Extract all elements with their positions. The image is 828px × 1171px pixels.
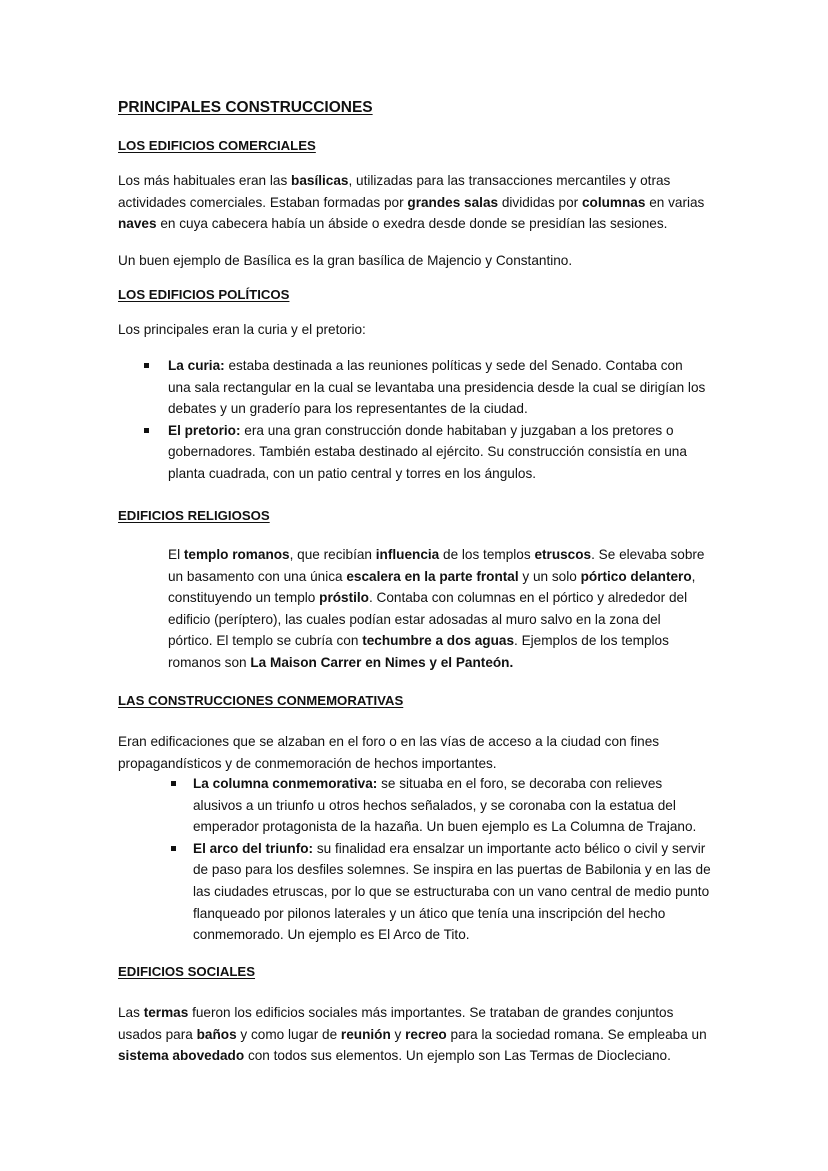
text-run: fueron los edificios sociales más importantes. Se trataban de grandes conjuntos usados para xyxy=(118,1005,674,1042)
text-run: . Se elevaba sobre un basamento con una única xyxy=(168,547,705,584)
text-run: Los más habituales eran las xyxy=(118,173,292,188)
bold-run: La columna conmemorativa: xyxy=(193,776,378,791)
bullet-square-icon xyxy=(144,428,149,433)
bold-run: influencia xyxy=(375,547,440,562)
text-run: Las xyxy=(118,1005,144,1020)
text-run: con todos sus elementos. Un ejemplo son Las Termas de Diocleciano. xyxy=(244,1048,671,1064)
bold-run: escalera en la parte frontal xyxy=(346,568,519,584)
bullet-square-icon xyxy=(171,781,176,786)
bold-run: etruscos xyxy=(534,547,592,562)
text-run: , utilizadas para las transacciones mercantiles y otras actividades comerciales. Estaban formadas por xyxy=(118,173,671,210)
bold-run: recreo xyxy=(405,1026,447,1042)
list-item-columna xyxy=(193,773,715,838)
text-run: . Ejemplos de los templos romanos son xyxy=(168,633,669,670)
list-item-arco-text xyxy=(193,841,711,942)
paragraph-comerciales xyxy=(118,170,718,235)
paragraph-conmemorativas-intro: Eran edificaciones que se alzaban en el foro o en las vías de acceso a la ciudad con fines propagandísticos y de conmemoración de hechos importantes. xyxy=(118,734,660,771)
bullet-square-icon xyxy=(171,846,176,851)
bold-run: baños xyxy=(196,1026,237,1042)
bold-run: templo romanos xyxy=(183,547,290,562)
text-run: El xyxy=(168,547,184,562)
bold-run: sistema abovedado xyxy=(118,1048,245,1064)
bold-run: próstilo xyxy=(319,590,369,606)
list-item-pretorio xyxy=(168,420,708,485)
bold-run: termas xyxy=(143,1005,189,1020)
bold-run: La Maison Carrer en Nimes y el Panteón. xyxy=(250,654,514,670)
text-run: , constituyendo un templo xyxy=(168,568,696,606)
list-item-curia xyxy=(168,355,708,420)
heading-edificios-comerciales: LOS EDIFICIOS COMERCIALES xyxy=(118,138,316,153)
text-run: en varias xyxy=(645,194,705,210)
bold-run: columnas xyxy=(581,194,646,210)
text-run: divididas por xyxy=(498,194,582,210)
heading-edificios-religiosos: EDIFICIOS RELIGIOSOS xyxy=(118,508,270,523)
text-run: . Contaba con columnas en el pórtico y alrededor del edificio (períptero), las cuales podían estar adosadas al muro salvo en la zona del pórtico. El templo se cubría con xyxy=(168,590,688,649)
text-run: y como lugar de xyxy=(236,1026,341,1042)
heading-construcciones-conmemorativas: LAS CONSTRUCCIONES CONMEMORATIVAS xyxy=(118,693,404,708)
bold-run: naves xyxy=(118,216,157,232)
text-run: , que recibían xyxy=(289,547,376,562)
bullet-square-icon xyxy=(144,363,149,368)
text-run: se situaba en el foro, se decoraba con relieves alusivos a un triunfo u otros hechos señalados, y se coronaba con la estatua del emperador protagonista de la hazaña. Un buen ejemplo es La Columna de Trajano. xyxy=(193,776,697,835)
bold-run: El arco del triunfo: xyxy=(193,840,314,856)
document-title: PRINCIPALES CONSTRUCCIONES xyxy=(118,99,373,116)
paragraph-religiosos xyxy=(168,544,708,674)
list-item-pretorio-text xyxy=(168,423,687,481)
text-run: y un solo xyxy=(518,568,581,584)
bold-run: grandes salas xyxy=(407,194,499,210)
list-conmemorativas xyxy=(193,773,715,946)
text-run: en cuya cabecera había un ábside o exedra desde donde se presidían las sesiones. xyxy=(156,216,668,232)
bold-run: La curia: xyxy=(168,358,225,373)
list-item-columna-text xyxy=(193,776,696,834)
bold-run: El pretorio: xyxy=(168,422,241,438)
paragraph-politicos-intro: Los principales eran la curia y el pretorio: xyxy=(118,322,366,337)
text-run: de los templos xyxy=(439,547,535,562)
text-run: era una gran construcción donde habitaban y juzgaban a los pretores o gobernadores. También estaba destinado al ejército. Su construcción consistía en una planta cuadrada, con un patio central y torres en los ángulos. xyxy=(168,422,687,481)
bold-run: pórtico delantero xyxy=(580,568,692,584)
paragraph-basilica-ejemplo: Un buen ejemplo de Basílica es la gran basílica de Majencio y Constantino. xyxy=(118,253,573,268)
bold-run: basílicas xyxy=(291,173,349,188)
bold-run: reunión xyxy=(340,1026,391,1042)
text-run: su finalidad era ensalzar un importante acto bélico o civil y servir de paso para los desfiles solemnes. Se inspira en las puertas de Babilonia y en las de las ciudades etruscas, por lo que se estructuraba con un vano central de medio punto flanqueado por pilonos laterales y un ático que tenía una inscripción del hecho conmemorado. Un ejemplo es El Arco de Tito. xyxy=(193,840,711,943)
text-run: estaba destinada a las reuniones políticas y sede del Senado. Contaba con una sala rectangular en la cual se levantaba una presidencia desde la cual se dirigían los debates y un graderío para los representantes de la ciudad. xyxy=(168,358,706,417)
list-politicos xyxy=(168,355,708,485)
bold-run: techumbre a dos aguas xyxy=(362,633,515,649)
text-run: y xyxy=(390,1026,406,1042)
heading-edificios-politicos: LOS EDIFICIOS POLÍTICOS xyxy=(118,287,290,302)
list-item-arco xyxy=(193,838,715,946)
paragraph-sociales xyxy=(118,1002,718,1067)
text-run: para la sociedad romana. Se empleaba un xyxy=(446,1026,707,1042)
list-item-curia-text xyxy=(168,358,705,416)
heading-edificios-sociales: EDIFICIOS SOCIALES xyxy=(118,964,256,979)
